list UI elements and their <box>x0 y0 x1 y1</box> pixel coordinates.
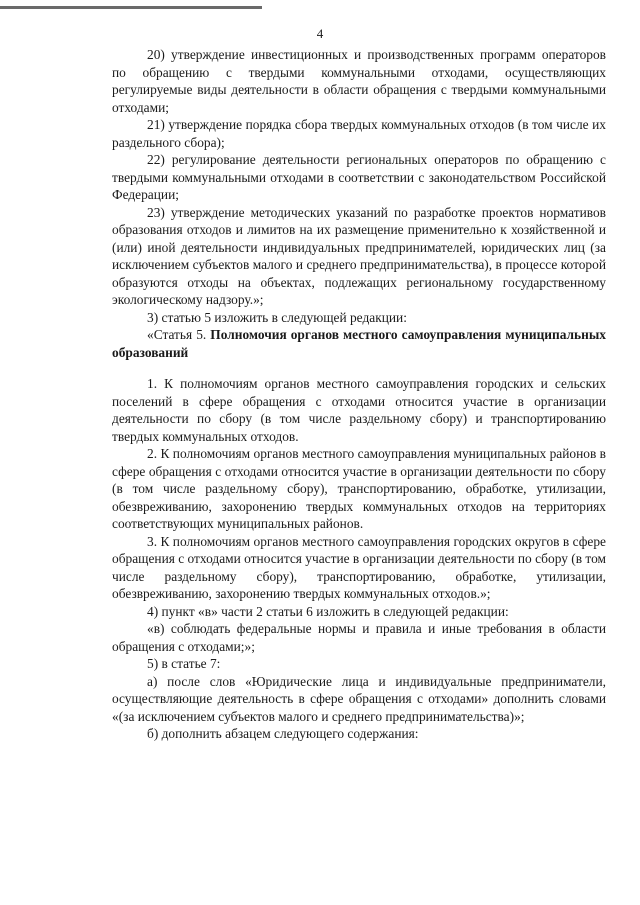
paragraph-4: 4) пункт «в» части 2 статьи 6 изложить в следующей редакции: <box>147 603 509 619</box>
paragraph-3: 3) статью 5 изложить в следующей редакции: <box>147 309 407 325</box>
article-5-prefix: «Статья 5. <box>147 327 207 342</box>
article-5-heading <box>112 326 606 361</box>
top-rule <box>0 6 262 9</box>
paragraph-20: 20) утверждение инвестиционных и производственных программ операторов по обращению с твердыми коммунальными отходами, осуществляющих регулируемые виды деятельности в области обращения с твердыми коммунальными отходами; <box>112 47 606 115</box>
article-5-item-2: 2. К полномочиям органов местного самоуправления муниципальных районов в сфере обращения с отходами относится участие в организации деятельности по сбору (в том числе раздельному сбору), транспортированию, обработке, утилизации, обезвреживанию, захоронению твердых коммунальных отходов на территориях соответствующих муниципальных районов. <box>112 446 606 531</box>
article-5-title: Полномочия органов местного самоуправления муниципальных образований <box>112 327 606 360</box>
paragraph-4-text: «в) соблюдать федеральные нормы и правила и иные требования в области обращения с отходами;»; <box>112 621 606 654</box>
paragraph-22: 22) регулирование деятельности региональных операторов по обращению с твердыми коммунальными отходами в соответствии с законодательством Российской Федерации; <box>112 152 606 202</box>
paragraph-5: 5) в статье 7: <box>147 656 221 671</box>
article-5-item-3: 3. К полномочиям органов местного самоуправления городских округов в сфере обращения с отходами относится участие в организации деятельности по сбору (в том числе раздельному сбору), транспортированию, обработке, утилизации, обезвреживанию, захоронению твердых коммунальных отходов.»; <box>112 533 606 601</box>
document-body <box>112 46 606 743</box>
page-number: 4 <box>316 26 324 41</box>
section-gap <box>112 361 606 375</box>
article-5-item-1: 1. К полномочиям органов местного самоуправления городских и сельских поселений в сфере обращения с отходами относится участие в организации деятельности по сбору (в том числе раздельному сбору) и транспортированию твердых коммунальных отходов. <box>112 376 606 444</box>
paragraph-5a: а) после слов «Юридические лица и индивидуальные предприниматели, осуществляющие деятельность в сфере обращения с отходами» дополнить словами «(за исключением субъектов малого и среднего предпринимательства)»; <box>112 673 606 724</box>
paragraph-5b: б) дополнить абзацем следующего содержания: <box>147 726 419 741</box>
paragraph-21: 21) утверждение порядка сбора твердых коммунальных отходов (в том числе их раздельного сбора); <box>112 117 606 150</box>
paragraph-23: 23) утверждение методических указаний по разработке проектов нормативов образования отходов и лимитов на их размещение применительно к хозяйственной и (или) иной деятельности индивидуальных предпринимателей, юридических лиц (за исключением субъектов малого и среднего предпринимательства), в процессе которой образуются отходы на объектах, подлежащих региональному государственному экологическому надзору.»; <box>112 204 606 307</box>
